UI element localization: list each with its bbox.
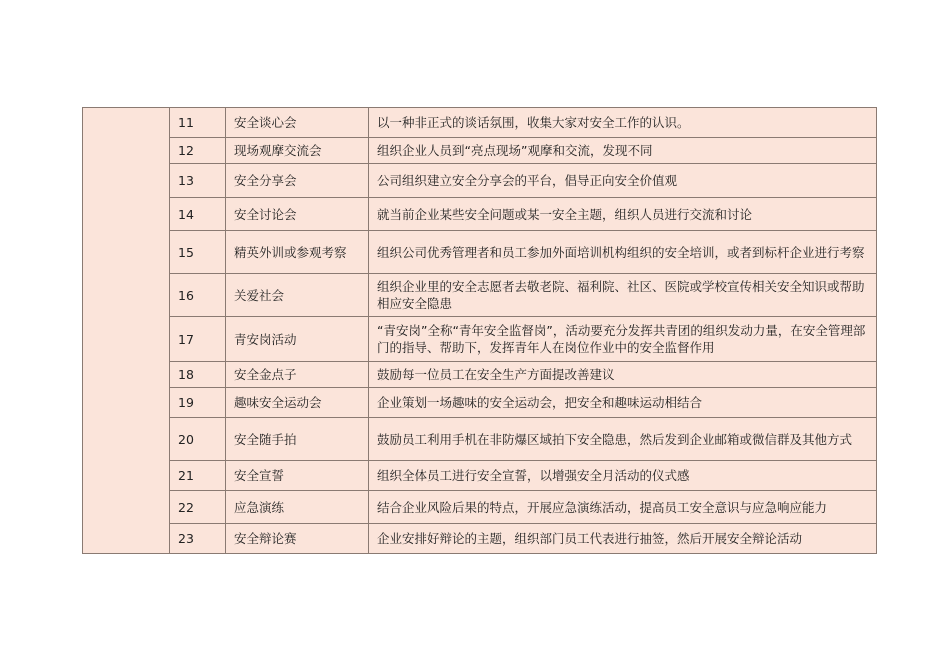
row-number: 13 [170, 164, 226, 198]
activity-name: 安全宣誓 [226, 461, 369, 491]
table-row [83, 164, 877, 198]
table-row [83, 231, 877, 274]
table-row [83, 198, 877, 231]
row-number: 19 [170, 388, 226, 418]
activity-description: 鼓励每一位员工在安全生产方面提改善建议 [369, 362, 877, 388]
activity-name: 安全金点子 [226, 362, 369, 388]
activity-description: 组织企业里的安全志愿者去敬老院、福利院、社区、医院或学校宣传相关安全知识或帮助相应安全隐患 [369, 274, 877, 317]
row-number: 15 [170, 231, 226, 274]
activity-name: 安全分享会 [226, 164, 369, 198]
activity-name: 现场观摩交流会 [226, 138, 369, 164]
activity-name: 安全随手拍 [226, 418, 369, 461]
activity-description: 企业安排好辩论的主题，组织部门员工代表进行抽签，然后开展安全辩论活动 [369, 524, 877, 554]
table-row [83, 138, 877, 164]
activity-name: 应急演练 [226, 491, 369, 524]
activity-description: 公司组织建立安全分享会的平台，倡导正向安全价值观 [369, 164, 877, 198]
table-row [83, 108, 877, 138]
activity-description: 鼓励员工利用手机在非防爆区域拍下安全隐患，然后发到企业邮箱或微信群及其他方式 [369, 418, 877, 461]
row-number: 21 [170, 461, 226, 491]
activity-description: 组织公司优秀管理者和员工参加外面培训机构组织的安全培训，或者到标杆企业进行考察 [369, 231, 877, 274]
activity-description: 就当前企业某些安全问题或某一安全主题，组织人员进行交流和讨论 [369, 198, 877, 231]
category-cell [83, 108, 170, 554]
row-number: 16 [170, 274, 226, 317]
table-row [83, 491, 877, 524]
row-number: 23 [170, 524, 226, 554]
activity-name: 趣味安全运动会 [226, 388, 369, 418]
activity-name: 精英外训或参观考察 [226, 231, 369, 274]
activity-description: 企业策划一场趣味的安全运动会，把安全和趣味运动相结合 [369, 388, 877, 418]
row-number: 12 [170, 138, 226, 164]
activities-table-body [83, 108, 877, 554]
row-number: 18 [170, 362, 226, 388]
table-row [83, 524, 877, 554]
row-number: 17 [170, 317, 226, 362]
activities-table [82, 107, 877, 554]
row-number: 22 [170, 491, 226, 524]
activity-name: 安全谈心会 [226, 108, 369, 138]
activity-description: “青安岗”全称“青年安全监督岗”，活动要充分发挥共青团的组织发动力量，在安全管理部门的指导、帮助下，发挥青年人在岗位作业中的安全监督作用 [369, 317, 877, 362]
activity-description: 组织全体员工进行安全宣誓，以增强安全月活动的仪式感 [369, 461, 877, 491]
table-row [83, 274, 877, 317]
activity-name: 青安岗活动 [226, 317, 369, 362]
activity-name: 关爱社会 [226, 274, 369, 317]
table-row [83, 418, 877, 461]
table-row [83, 317, 877, 362]
activity-name: 安全讨论会 [226, 198, 369, 231]
row-number: 20 [170, 418, 226, 461]
activity-name: 安全辩论赛 [226, 524, 369, 554]
activity-description: 结合企业风险后果的特点，开展应急演练活动，提高员工安全意识与应急响应能力 [369, 491, 877, 524]
activity-description: 组织企业人员到“亮点现场”观摩和交流，发现不同 [369, 138, 877, 164]
row-number: 11 [170, 108, 226, 138]
activity-description: 以一种非正式的谈话氛围，收集大家对安全工作的认识。 [369, 108, 877, 138]
table-row [83, 461, 877, 491]
row-number: 14 [170, 198, 226, 231]
table-row [83, 388, 877, 418]
table-row [83, 362, 877, 388]
